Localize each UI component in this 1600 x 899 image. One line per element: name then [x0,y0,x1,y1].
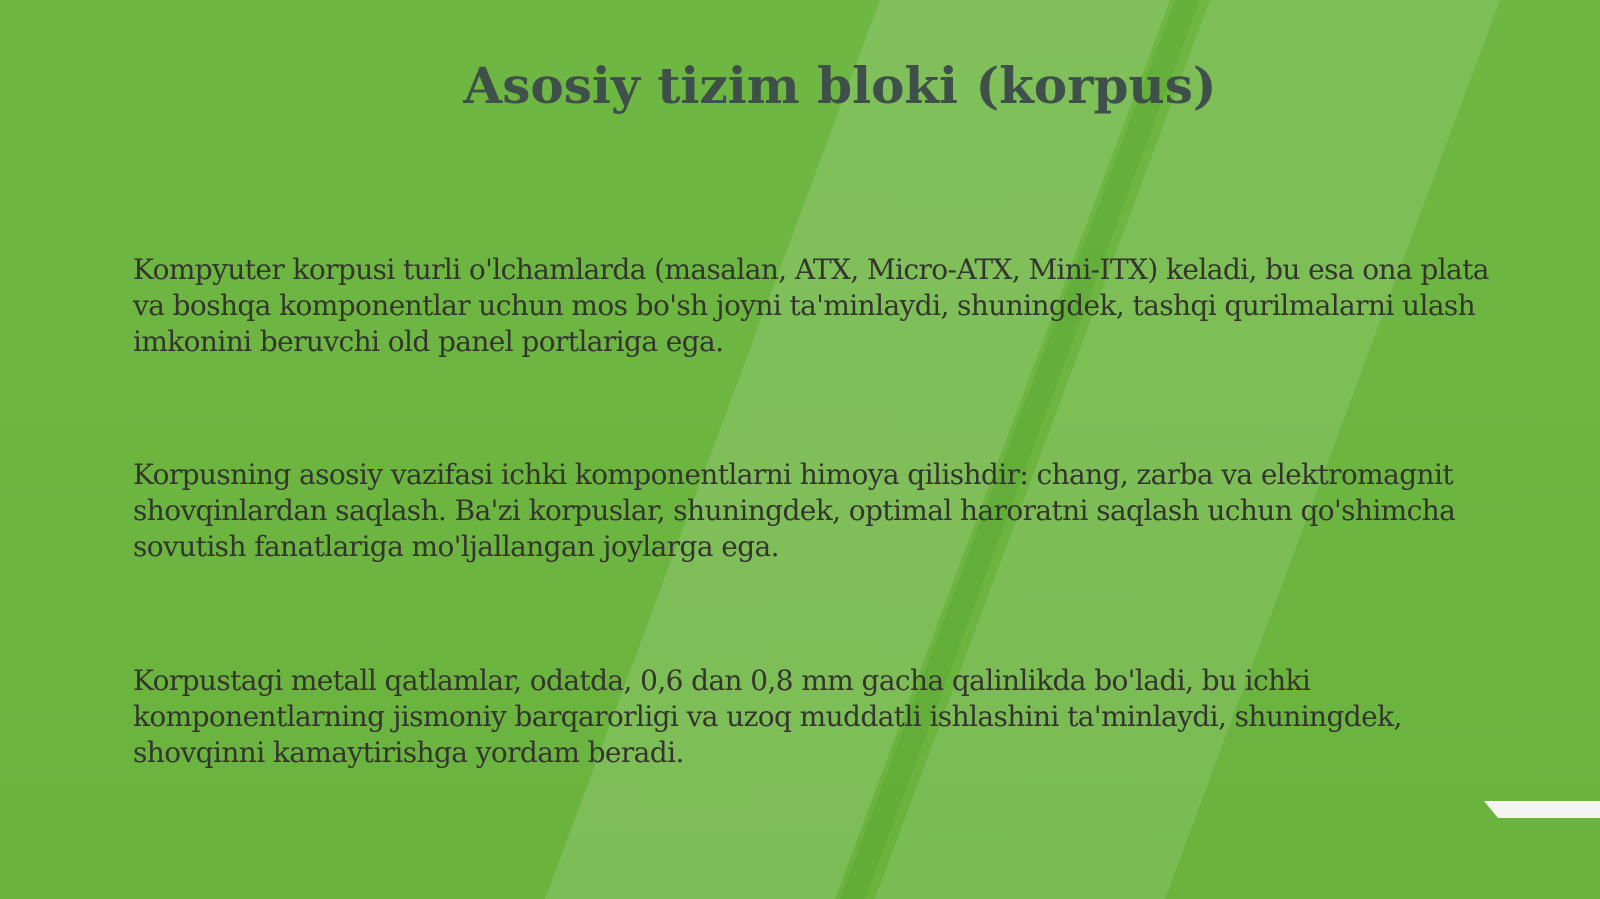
paragraph-case-sizes: Kompyuter korpusi turli o'lchamlarda (masalan, ATX, Micro-ATX, Mini-ITX) keladi, bu esa ona plata va boshqa komponentlar uchun mos bo'sh joyni ta'minlaydi, shuningdek, tashqi qurilmalarni ulash imkonini beruvchi old panel portlariga ega. [133,253,1489,358]
paragraph-case-protection: Korpusning asosiy vazifasi ichki komponentlarni himoya qilishdir: chang, zarba va elektromagnit shovqinlardan saqlash. Ba'zi korpuslar, shuningdek, optimal haroratni saqlash uchun qo'shimcha sovutish fanatlariga mo'ljallangan joylarga ega. [133,458,1456,563]
slide-title: Asosiy tizim bloki (korpus) [463,56,1217,115]
paragraph-metal-layers: Korpustagi metall qatlamlar, odatda, 0,6 dan 0,8 mm gacha qalinlikda bo'ladi, bu ichki komponentlarning jismoniy barqarorligi va uzoq muddatli ishlashini ta'minlaydi, shuningdek, shovqinni kamaytirishga yordam beradi. [133,664,1402,769]
corner-tab [1484,801,1600,818]
